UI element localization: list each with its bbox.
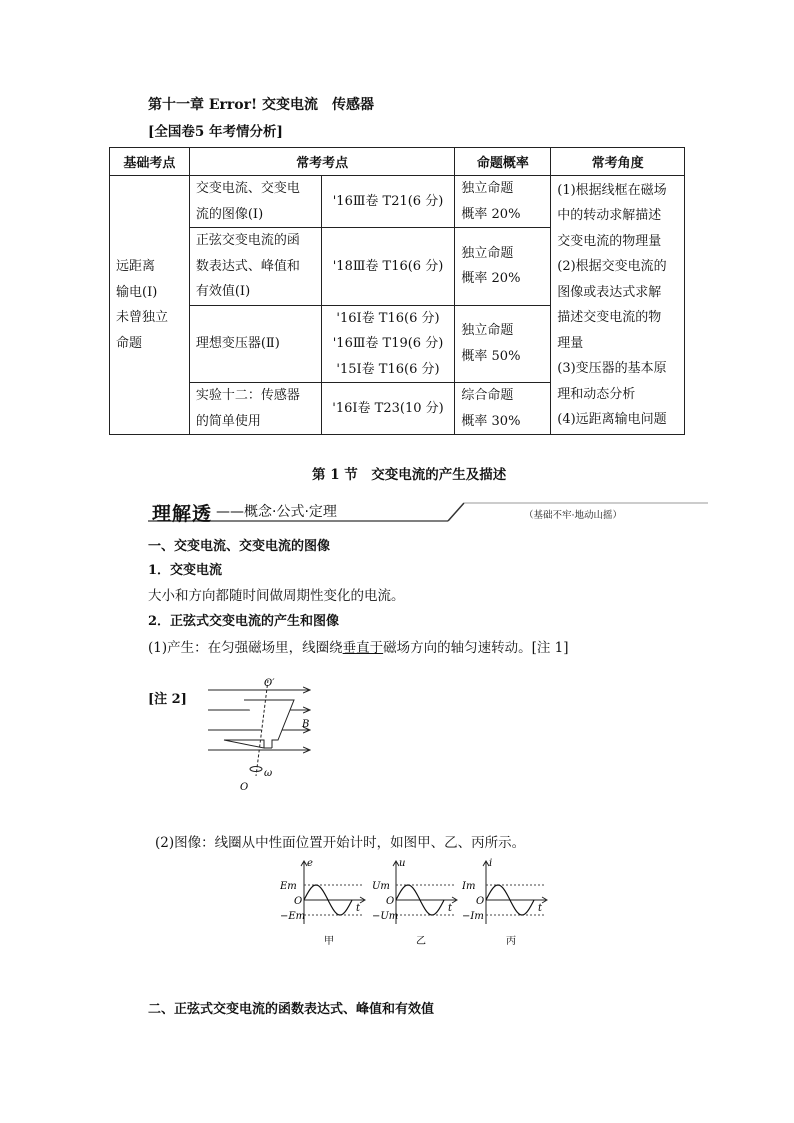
basic-point: 未曾独立 xyxy=(116,310,169,325)
heading-1-1: 1．交变电流 xyxy=(148,563,223,578)
table-header-row xyxy=(110,148,685,176)
angle-line: (1)根据线框在磁场 xyxy=(557,182,667,198)
prob-line: 概率 30% xyxy=(461,413,521,429)
section-title: 第 1 节 交变电流的产生及描述 xyxy=(312,467,507,483)
basic-point: 远距离 xyxy=(116,259,156,274)
waveform-graph xyxy=(372,858,460,948)
exam-cell xyxy=(321,305,455,383)
angle-line: 理量 xyxy=(557,335,584,351)
heading-1-2: 2．正弦式交变电流的产生和图像 xyxy=(148,614,340,629)
waveform-graph xyxy=(462,858,550,948)
exam-line: '16Ⅰ卷 T23(10 分) xyxy=(332,400,444,416)
topic-line: 流的图像(Ⅰ) xyxy=(195,206,264,222)
paragraph-3: (2)图像：线圈从中性面位置开始计时，如图甲、乙、丙所示。 xyxy=(155,835,526,851)
y-axis-label: e xyxy=(307,858,313,869)
header-common: 常考考点 xyxy=(189,148,455,176)
topic-line: 的简单使用 xyxy=(195,413,261,429)
exam-line: '16Ⅲ卷 T21(6 分) xyxy=(332,193,444,209)
prob-line: 概率 20% xyxy=(461,206,521,222)
waveform-figures xyxy=(280,858,550,948)
angle-line: (2)根据交变电流的 xyxy=(557,259,667,274)
prob-line: 独立命题 xyxy=(461,181,514,196)
heading-1: 一、交变电流、交变电流的图像 xyxy=(148,539,331,554)
header-basic: 基础考点 xyxy=(110,148,190,176)
min-label: −Um xyxy=(372,911,399,922)
header-prob: 命题概率 xyxy=(455,148,551,176)
origin-label: O xyxy=(294,896,303,907)
topic-cell xyxy=(189,383,321,435)
angle-line: (3)变压器的基本原 xyxy=(557,361,667,376)
y-axis-label: i xyxy=(489,858,493,869)
section-banner xyxy=(148,497,708,523)
waveform-caption: 丙 xyxy=(506,936,516,947)
banner-title: 理解透 xyxy=(152,503,213,525)
axis-bottom-label: O xyxy=(240,782,249,793)
angle-line: 理和动态分析 xyxy=(557,386,636,402)
exam-line: '18Ⅲ卷 T16(6 分) xyxy=(332,258,444,274)
max-label: Im xyxy=(462,881,476,892)
banner-subtitle: ——概念·公式·定理 xyxy=(216,504,337,520)
origin-label: O xyxy=(476,896,485,907)
axis-top-label: O′ xyxy=(264,678,275,689)
basic-point: 命题 xyxy=(116,335,143,351)
exam-cell xyxy=(321,176,455,228)
paragraph-2-part: (1)产生：在匀强磁场里，线圈绕 xyxy=(148,640,343,656)
topic-cell xyxy=(189,176,321,228)
paragraph-1: 大小和方向都随时间做周期性变化的电流。 xyxy=(148,588,405,604)
topic-cell xyxy=(189,228,321,306)
x-axis-label: t xyxy=(538,903,543,914)
topic-line: 有效值(Ⅰ) xyxy=(195,284,251,299)
prob-line: 概率 20% xyxy=(461,271,521,287)
banner-note: （基础不牢·地动山摇） xyxy=(524,510,623,521)
topic-line: 数表达式、峰值和 xyxy=(195,258,300,274)
header-angle: 常考角度 xyxy=(551,148,685,176)
angle-line: 描述交变电流的物 xyxy=(557,310,662,325)
origin-label: O xyxy=(386,896,395,907)
exam-cell xyxy=(321,383,455,435)
analysis-title: [全国卷5 年考情分析] xyxy=(148,124,283,140)
omega-label: ω xyxy=(264,768,273,779)
prob-line: 综合命题 xyxy=(461,388,514,403)
waveform-caption: 乙 xyxy=(416,936,426,947)
topic-line: 交变电流、交变电 xyxy=(195,181,300,196)
prob-line: 独立命题 xyxy=(461,245,514,261)
coil-diagram xyxy=(198,676,328,796)
waveform-graph xyxy=(280,858,368,948)
prob-cell xyxy=(455,383,551,435)
angle-line: 图像或表达式求解 xyxy=(557,284,662,300)
basic-points-cell xyxy=(110,176,190,435)
prob-cell xyxy=(455,305,551,383)
topic-line: 正弦交变电流的函 xyxy=(195,233,300,248)
note-2-label: [注 2] xyxy=(148,692,187,707)
min-label: −Em xyxy=(280,911,306,922)
exam-analysis-table xyxy=(109,147,685,435)
table-row xyxy=(110,176,685,228)
chapter-title: 第十一章 Error! 交变电流 传感器 xyxy=(148,97,375,113)
min-label: −Im xyxy=(462,911,484,922)
exam-line: '15Ⅰ卷 T16(6 分) xyxy=(336,361,440,377)
field-label: B xyxy=(302,719,310,730)
y-axis-label: u xyxy=(399,858,406,869)
exam-cell xyxy=(321,228,455,306)
x-axis-label: t xyxy=(448,903,453,914)
exam-line: '16Ⅰ卷 T16(6 分) xyxy=(336,310,440,326)
max-label: Um xyxy=(372,881,390,892)
paragraph-2-part: 磁场方向的轴匀速转动。[注 1] xyxy=(383,640,569,656)
max-label: Em xyxy=(280,881,297,892)
heading-2: 二、正弦式交变电流的函数表达式、峰值和有效值 xyxy=(148,1002,435,1017)
topic-line: 实验十二：传感器 xyxy=(195,388,300,403)
angle-line: 交变电流的物理量 xyxy=(557,233,662,249)
waveform-caption: 甲 xyxy=(324,936,334,947)
basic-point: 输电(Ⅰ) xyxy=(116,284,158,300)
exam-line: '16Ⅲ卷 T19(6 分) xyxy=(332,336,444,351)
angle-line: 中的转动求解描述 xyxy=(557,208,662,223)
angles-cell xyxy=(551,176,685,435)
topic-line: 理想变压器(Ⅱ) xyxy=(195,336,280,351)
x-axis-label: t xyxy=(356,903,361,914)
angle-line: (4)远距离输电问题 xyxy=(557,412,667,427)
prob-line: 独立命题 xyxy=(461,323,514,339)
topic-cell xyxy=(189,305,321,383)
prob-line: 概率 50% xyxy=(461,348,521,364)
underlined-term: 垂直于 xyxy=(342,640,384,656)
prob-cell xyxy=(455,228,551,306)
paragraph-2 xyxy=(148,640,569,656)
prob-cell xyxy=(455,176,551,228)
